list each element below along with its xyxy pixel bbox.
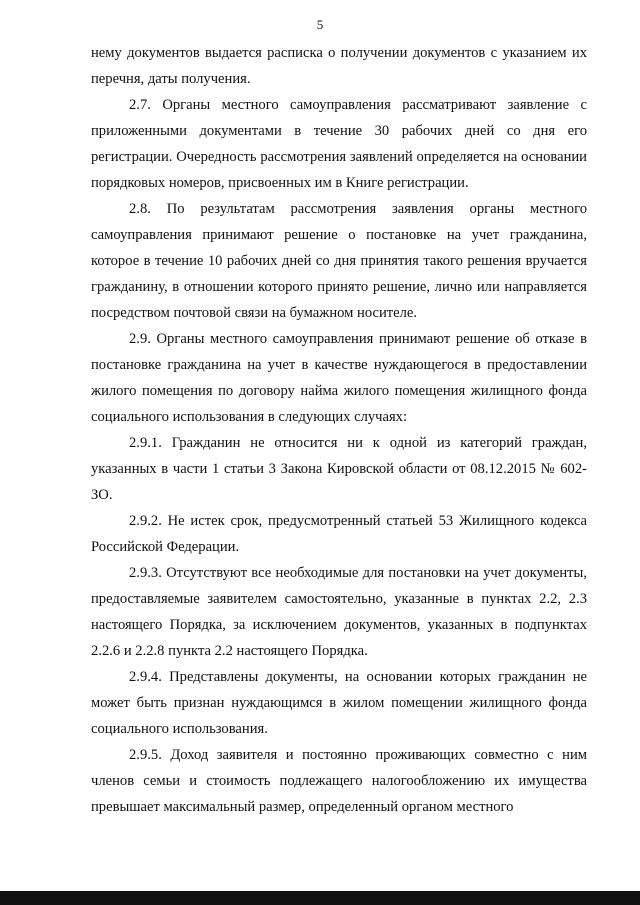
paragraph-2-9-1: 2.9.1. Гражданин не относится ни к одной из категорий граждан, указанных в части 1 статьи 3 Закона Кировской области от 08.12.2015 № 602-ЗО. (91, 435, 587, 503)
paragraph-2-7: 2.7. Органы местного самоуправления рассматривают заявление с приложенными документами в течение 30 рабочих дней со дня его регистрации. Очередность рассмотрения заявлений определяется на основании порядковых номеров, присвоенных им в Книге регистрации. (91, 97, 587, 191)
scan-edge-bar (0, 891, 640, 905)
paragraph-2-9-3: 2.9.3. Отсутствуют все необходимые для постановки на учет документы, предоставляемые заявителем самостоятельно, указанные в пунктах 2.2, 2.3 настоящего Порядка, за исключением документов, указанных в подпунктах 2.2.6 и 2.2.8 пункта 2.2 настоящего Порядка. (91, 565, 587, 659)
paragraph-2-9-2: 2.9.2. Не истек срок, предусмотренный статьей 53 Жилищного кодекса Российской Федерации. (91, 513, 587, 555)
paragraph-continuation: нему документов выдается расписка о получении документов с указанием их перечня, даты получения. (91, 45, 587, 87)
paragraph-2-9-4: 2.9.4. Представлены документы, на основании которых гражданин не может быть признан нуждающимся в жилом помещении жилищного фонда социального использования. (91, 669, 587, 737)
paragraph-2-9-5: 2.9.5. Доход заявителя и постоянно проживающих совместно с ним членов семьи и стоимость подлежащего налогообложению их имущества превышает максимальный размер, определенный органом местного (91, 747, 587, 815)
document-body (91, 40, 587, 820)
paragraph-2-8: 2.8. По результатам рассмотрения заявления органы местного самоуправления принимают решение о постановке на учет гражданина, которое в течение 10 рабочих дней со дня принятия такого решения вручается гражданину, в отношении которого принято решение, лично или направляется посредством почтовой связи на бумажном носителе. (91, 201, 587, 321)
page-number: 5 (316, 17, 324, 32)
paragraph-2-9: 2.9. Органы местного самоуправления принимают решение об отказе в постановке гражданина на учет в качестве нуждающегося в предоставлении жилого помещения по договору найма жилого помещения жилищного фонда социального использования в следующих случаях: (91, 331, 587, 425)
